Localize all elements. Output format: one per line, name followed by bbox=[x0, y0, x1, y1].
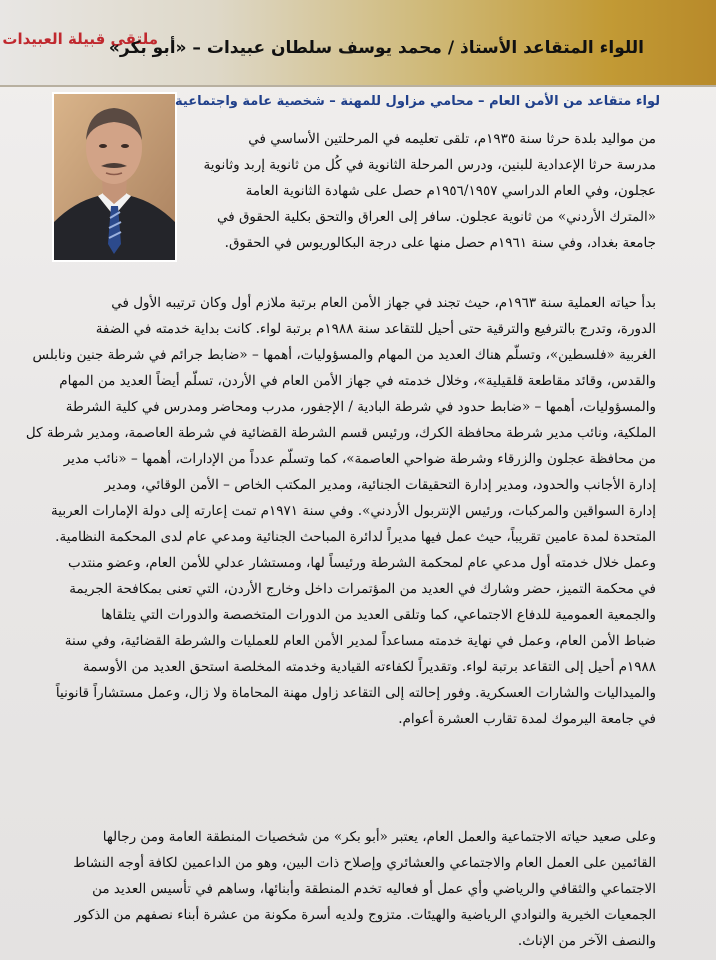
text-line: وعلى صعيد حياته الاجتماعية والعمل العام، يعتبر «أبو بكر» من شخصيات المنطقة العامة ومن رجالها bbox=[102, 829, 656, 845]
text-line: والجمعية العمومية للدفاع الاجتماعي، كما وتلقى العديد من الدورات المتخصصة والدورات التي يتلقاها bbox=[101, 607, 656, 623]
text-line: في محكمة التميز، حضر وشارك في العديد من المؤتمرات داخل وخارج الأردن، التي تعنى بمكافحة الجريمة bbox=[69, 581, 656, 597]
page-title: اللواء المتقاعد الأستاذ / محمد يوسف سلطان عبيدات – «أبو بكر» bbox=[108, 38, 644, 58]
text-line: الاجتماعي والثقافي والرياضي وأي عمل أو فعاليه تخدم المنطقة وأبنائها، وساهم في تأسيس العديد من bbox=[92, 881, 656, 897]
text-line: المتحدة لمدة عامين تقريباً، حيث عمل فيها مديراً لدائرة المباحث الجنائية ومدعي عام لدى المحكمة النظامية. bbox=[55, 529, 656, 545]
text-line: والنصف الآخر من الإناث. bbox=[517, 933, 656, 949]
text-line: إدارة السواقين والمركبات، ورئيس الإنتربول الأردني». وفي سنة ١٩٧١م تمت إعارته إلى دولة الإمارات العربية bbox=[51, 503, 656, 519]
text-line: والميداليات والشارات العسكرية. وفور إحالته إلى التقاعد زاول مهنة المحاماة ولا زال، وعمل مستشاراً قانونياً bbox=[55, 685, 656, 701]
paragraph-social-life bbox=[16, 824, 656, 954]
text-line: الغربية «فلسطين»، وتسلّم هناك العديد من المهام والمسؤوليات، أهمها – «ضابط جرائم في شرطة جنين ونابلس bbox=[32, 347, 656, 363]
text-line: ١٩٨٨م أحيل إلى التقاعد برتبة لواء. وتقديراً لكفاءته القيادية وخدمته المخلصة استحق العديد من الأوسمة bbox=[82, 659, 656, 675]
text-line: الجمعيات الخيرية والنوادي الرياضية والهيئات. متزوج ولديه أسرة مكونة من عشرة أبناء نصفهم من الذكور bbox=[74, 907, 656, 923]
text-line: القائمين على العمل العام والاجتماعي والعشائري وإصلاح ذات البين، وهو من الداعمين لكافة أوجه النشاط bbox=[73, 855, 656, 871]
text-line: جامعة بغداد، وفي سنة ١٩٦١م حصل منها على درجة البكالوريوس في الحقوق. bbox=[224, 235, 656, 251]
forum-name: ملتقى قبيلة العبيدات bbox=[2, 30, 158, 48]
text-line: الدورة، وتدرج بالترفيع والترقية حتى أحيل للتقاعد سنة ١٩٨٨م برتبة لواء. كانت بداية خدمته في الضفة bbox=[95, 321, 656, 337]
text-line: ضباط الأمن العام، وعمل في نهاية خدمته مساعداً لمدير الأمن العام للعمليات والشرطة القضائية، وفي سنة bbox=[64, 633, 656, 649]
portrait-photo bbox=[52, 92, 177, 262]
text-line: من محافظة عجلون والزرقاء وشرطة ضواحي العاصمة»، كما وتسلّم عدداً من الإدارات، أهمها – «نائب مدير bbox=[63, 451, 656, 467]
text-line: بدأ حياته العملية سنة ١٩٦٣م، حيث تجند في جهاز الأمن العام برتبة ملازم أول وكان ترتيبه الأول في bbox=[111, 295, 656, 311]
text-line: الملكية، ونائب مدير شرطة محافظة الكرك، ورئيس قسم الشرطة القضائية في شرطة العاصمة، ومدير شرطة كل bbox=[25, 425, 656, 441]
text-line: إدارة الأجانب والحدود، ومدير إدارة التحقيقات الجنائية، ومدير المكتب الخاص – الأمن الوقائي، ومدير bbox=[104, 477, 656, 493]
text-line: عجلون، وفي العام الدراسي ١٩٥٦/١٩٥٧م حصل على شهادة الثانوية العامة bbox=[245, 183, 656, 199]
paragraph-early-life bbox=[186, 126, 656, 256]
text-line: في جامعة اليرموك لمدة تقارب العشرة أعوام. bbox=[398, 711, 656, 727]
header-divider bbox=[0, 85, 716, 87]
subtitle-roles: لواء متقاعد من الأمن العام – محامي مزاول للمهنة – شخصية عامة واجتماعية bbox=[175, 94, 660, 109]
paragraph-career bbox=[16, 290, 656, 732]
text-line: والقدس، وقائد مقاطعة قلقيلية»، وخلال خدمته في جهاز الأمن العام في الأردن، تسلّم أيضاً العديد من المهام bbox=[59, 373, 656, 389]
text-line: وعمل خلال خدمته أول مدعي عام لمحكمة الشرطة ورئيساً لها، ومستشار عدلي للأمن العام، وعضو منتدب bbox=[67, 555, 656, 571]
text-line: مدرسة حرثا الإعدادية للبنين، ودرس المرحلة الثانوية في كُل من ثانوية إربد وثانوية bbox=[203, 157, 656, 173]
portrait-illustration bbox=[54, 94, 175, 260]
text-line: والمسؤوليات، أهمها – «ضابط حدود في شرطة البادية / الإجفور، مدرب ومحاضر ومدرس في كلية الشرطة bbox=[65, 399, 656, 415]
text-line: «المترك الأردني» من ثانوية عجلون. سافر إلى العراق والتحق بكلية الحقوق في bbox=[216, 209, 656, 225]
text-line: من مواليد بلدة حرثا سنة ١٩٣٥م، تلقى تعليمه في المرحلتين الأساسي في bbox=[248, 131, 656, 147]
